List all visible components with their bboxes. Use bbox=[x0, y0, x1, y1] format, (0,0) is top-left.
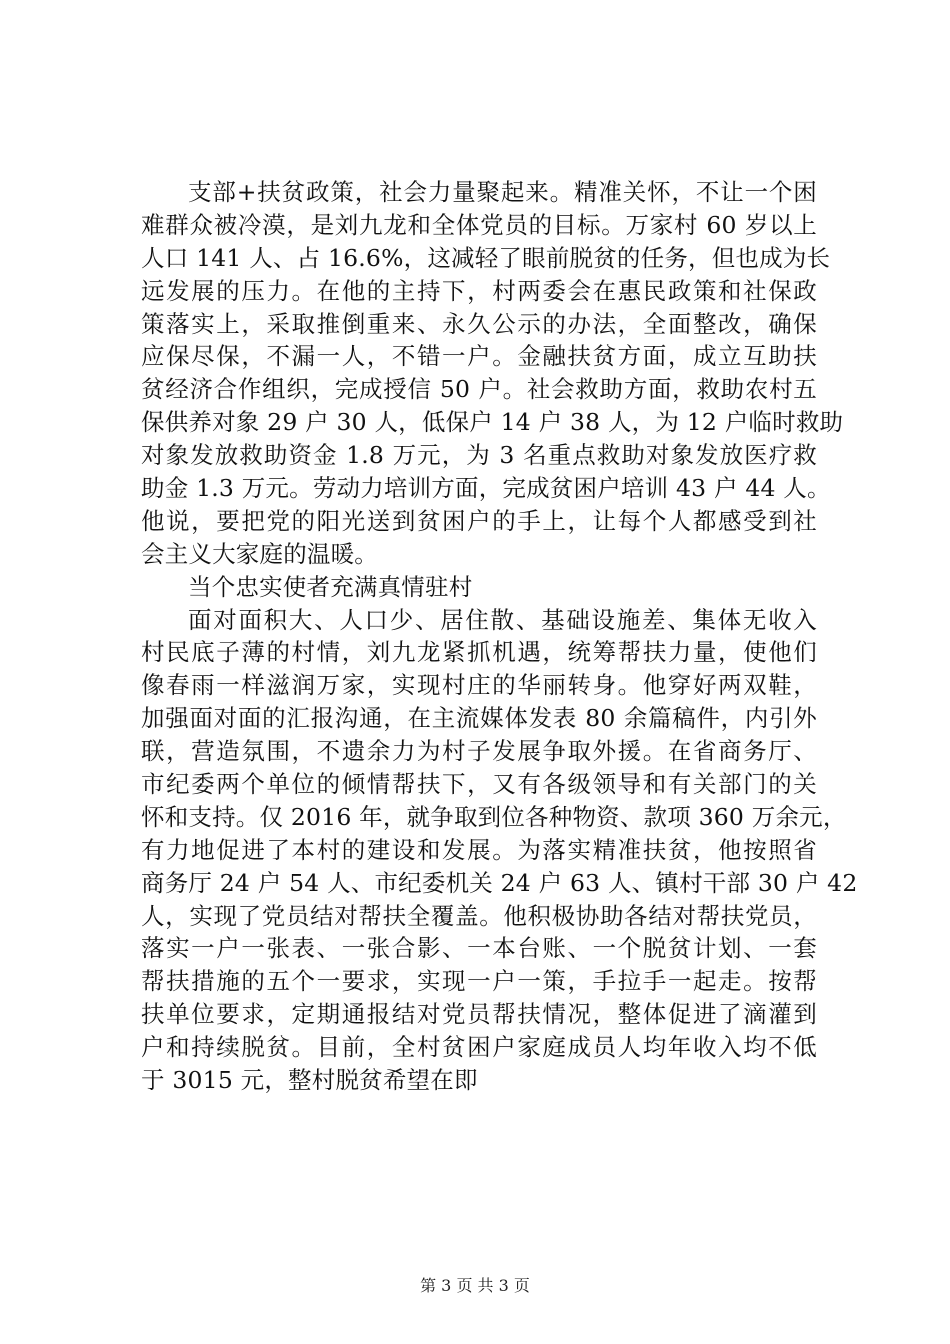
text-line: 当个忠实使者充满真情驻村 bbox=[188, 572, 473, 601]
text-line: 应保尽保，不漏一人，不错一户。金融扶贫方面，成立互助扶 bbox=[141, 342, 817, 371]
text-line: 贫经济合作组织，完成授信 50 户。社会救助方面，救助农村五 bbox=[141, 375, 817, 404]
text-line: 落实一户一张表、一张合影、一本台账、一个脱贫计划、一套 bbox=[141, 934, 817, 963]
text-line: 于 3015 元，整村脱贫希望在即 bbox=[141, 1066, 478, 1095]
text-line: 户和持续脱贫。目前，全村贫困户家庭成员人均年收入均不低 bbox=[141, 1033, 817, 1062]
text-line: 远发展的压力。在他的主持下，村两委会在惠民政策和社保政 bbox=[141, 276, 817, 305]
text-line: 会主义大家庭的温暖。 bbox=[141, 539, 378, 568]
text-line: 人，实现了党员结对帮扶全覆盖。他积极协助各结对帮扶党员， bbox=[141, 901, 817, 930]
text-line: 他说，要把党的阳光送到贫困户的手上，让每个人都感受到社 bbox=[141, 506, 817, 535]
text-line: 像春雨一样滋润万家，实现村庄的华丽转身。他穿好两双鞋， bbox=[141, 671, 817, 700]
text-line: 支部+扶贫政策，社会力量聚起来。精准关怀，不让一个困 bbox=[188, 178, 817, 206]
text-line: 帮扶措施的五个一要求，实现一户一策，手拉手一起走。按帮 bbox=[141, 967, 817, 996]
text-line: 策落实上，采取推倒重来、永久公示的办法，全面整改，确保 bbox=[141, 309, 817, 338]
text-line: 面对面积大、人口少、居住散、基础设施差、集体无收入 bbox=[188, 605, 817, 634]
text-line: 扶单位要求，定期通报结对党员帮扶情况，整体促进了滴灌到 bbox=[141, 1000, 817, 1029]
text-line: 难群众被冷漠，是刘九龙和全体党员的目标。万家村 60 岁以上 bbox=[141, 210, 817, 239]
text-line: 加强面对面的汇报沟通，在主流媒体发表 80 余篇稿件，内引外 bbox=[141, 704, 817, 733]
text-line: 商务厅 24 户 54 人、市纪委机关 24 户 63 人、镇村干部 30 户 42 bbox=[141, 868, 858, 897]
text-line: 助金 1.3 万元。劳动力培训方面，完成贫困户培训 43 户 44 人。 bbox=[141, 474, 831, 503]
text-line: 对象发放救助资金 1.8 万元，为 3 名重点救助对象发放医疗救 bbox=[141, 441, 817, 470]
text-line: 保供养对象 29 户 30 人，低保户 14 户 38 人，为 12 户临时救助 bbox=[141, 408, 844, 437]
text-line: 怀和支持。仅 2016 年，就争取到位各种物资、款项 360 万余元， bbox=[141, 802, 847, 831]
text-line: 联，营造氛围，不遗余力为村子发展争取外援。在省商务厅、 bbox=[141, 737, 817, 766]
text-line: 有力地促进了本村的建设和发展。为落实精准扶贫，他按照省 bbox=[141, 835, 817, 864]
text-line: 村民底子薄的村情，刘九龙紧抓机遇，统筹帮扶力量，使他们 bbox=[141, 638, 817, 667]
document-body bbox=[141, 176, 858, 1097]
text-line: 人口 141 人、占 16.6%，这减轻了眼前脱贫的任务，但也成为长 bbox=[141, 243, 831, 272]
text-line: 市纪委两个单位的倾情帮扶下，又有各级领导和有关部门的关 bbox=[141, 770, 817, 799]
page-footer: 第 3 页 共 3 页 bbox=[420, 1276, 530, 1295]
